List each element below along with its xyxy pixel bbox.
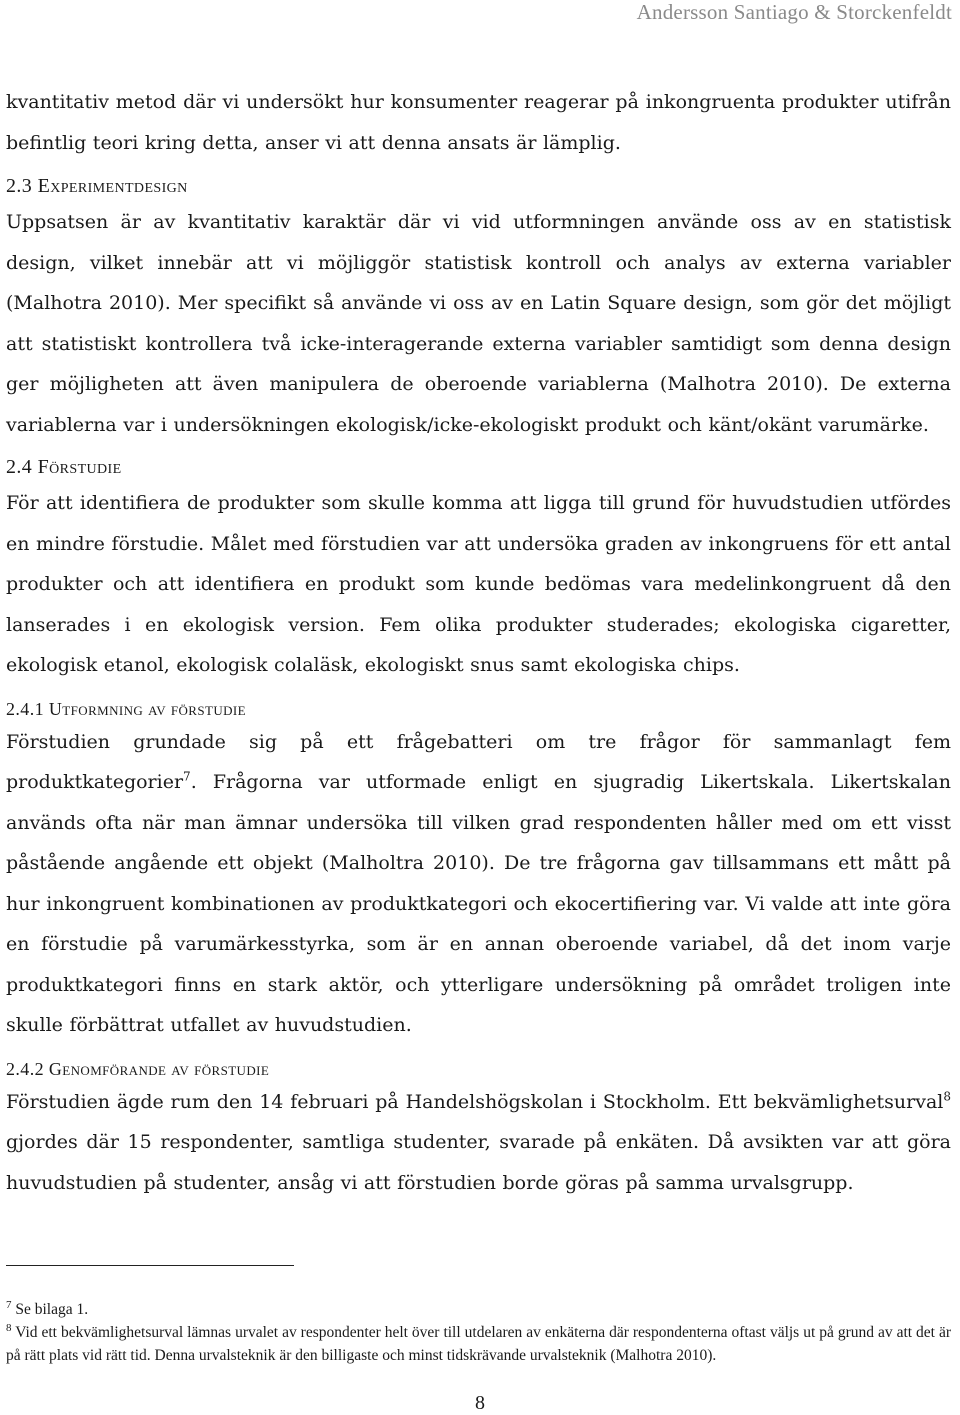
section-title: Utformning av förstudie [48,698,246,719]
footnote-8 [6,1321,951,1367]
section-2-4-paragraph: För att identifiera de produkter som skulle komma att ligga till grund för huvudstudien utfördes en mindre förstudie. Målet med förstudien var att undersöka graden av inkongruens för ett antal produkter och att identifiera en produkt som kunde bedömas vara medelinkongruent då den lanserades i en ekologisk version. Fem olika produkter studerades; ekologiska cigaretter, ekologisk etanol, ekologisk colaläsk, ekologiskt snus samt ekologiska chips. [6,492,951,676]
page-content [6,82,951,1203]
section-title: Experimentdesign [37,175,188,197]
section-title: Förstudie [37,456,122,478]
section-number: 2.4.2 [6,1058,44,1079]
intro-paragraph: kvantitativ metod där vi undersökt hur konsumenter reagerar på inkongruenta produkter utifrån befintlig teori kring detta, anser vi att denna ansats är lämplig. [6,91,951,154]
footnote-marker: 7 [6,1298,12,1311]
footnote-marker: 8 [6,1321,12,1334]
paragraph-text: . Frågorna var utformade enligt en sjugradig Likertskala. Likertskalan används ofta när man ämnar undersöka till vilken grad respondenten håller med om ett visst påstående angående ett objekt (Malholtra 2010). De tre frågorna gav tillsammans ett mått på hur inkongruent kombinationen av produktkategori och ekocertifiering var. Vi valde att inte göra en förstudie på varumärkesstyrka, som är en annan oberoende variabel, då det inom varje produktkategori finns en stark aktör, och ytterligare undersökning på området troligen inte skulle förbättrat utfallet av huvudstudien. [6,771,951,1036]
section-2-4-2-paragraph [6,1082,951,1204]
footnote-reference[interactable]: 7 [183,769,191,784]
footnote-7 [6,1298,951,1321]
section-2-4-1-paragraph [6,722,951,1046]
section-number: 2.4.1 [6,698,44,719]
footnote-text: Se bilaga 1. [15,1301,89,1318]
section-heading-2-3 [6,173,951,199]
section-2-3-paragraph: Uppsatsen är av kvantitativ karaktär där vi vid utformningen använde oss av en statistisk design, vilket innebär att vi möjliggör statistisk kontroll och analys av externa variabler (Malhotra 2010). Mer specifikt så använde vi oss av en Latin Square design, som gör det möjligt att statistiskt kontrollera två icke-interagerande externa variabler samtidigt som denna design ger möjligheten att även manipulera de oberoende variablerna (Malhotra 2010). De externa variablerna var i undersökningen ekologisk/icke-ekologiskt produkt och känt/okänt varumärke. [6,211,951,436]
section-heading-2-4-2 [6,1056,951,1082]
section-heading-2-4 [6,454,951,480]
section-number: 2.4 [6,456,33,478]
paragraph-text: gjordes där 15 respondenter, samtliga studenter, svarade på enkäten. Då avsikten var att göra huvudstudien på studenter, ansåg vi att förstudien borde göras på samma urvalsgrupp. [6,1131,951,1194]
paragraph-text: Förstudien grundade sig på ett frågebatteri om tre frågor för sammanlagt fem produktkategorier [6,730,951,793]
footnotes [6,1298,951,1367]
paragraph-text: Förstudien ägde rum den 14 februari på Handelshögskolan i Stockholm. Ett bekvämlighetsurval [6,1090,944,1113]
page-number: 8 [475,1392,485,1414]
footnote-reference[interactable]: 8 [943,1089,951,1104]
section-number: 2.3 [6,175,33,197]
section-title: Genomförande av förstudie [48,1058,270,1079]
footnote-text: Vid ett bekvämlighetsurval lämnas urvalet av respondenter helt över till utdelaren av enkäterna där respondenterna oftast väljs ut på grund av att det är på rätt plats vid rätt tid. Denna urvalsteknik är den billigaste och minst tidskrävande urvalsteknik (Malhotra 2010). [6,1324,951,1364]
section-heading-2-4-1 [6,696,951,722]
running-header: Andersson Santiago & Storckenfeldt [636,0,952,24]
footnote-separator [6,1265,294,1266]
